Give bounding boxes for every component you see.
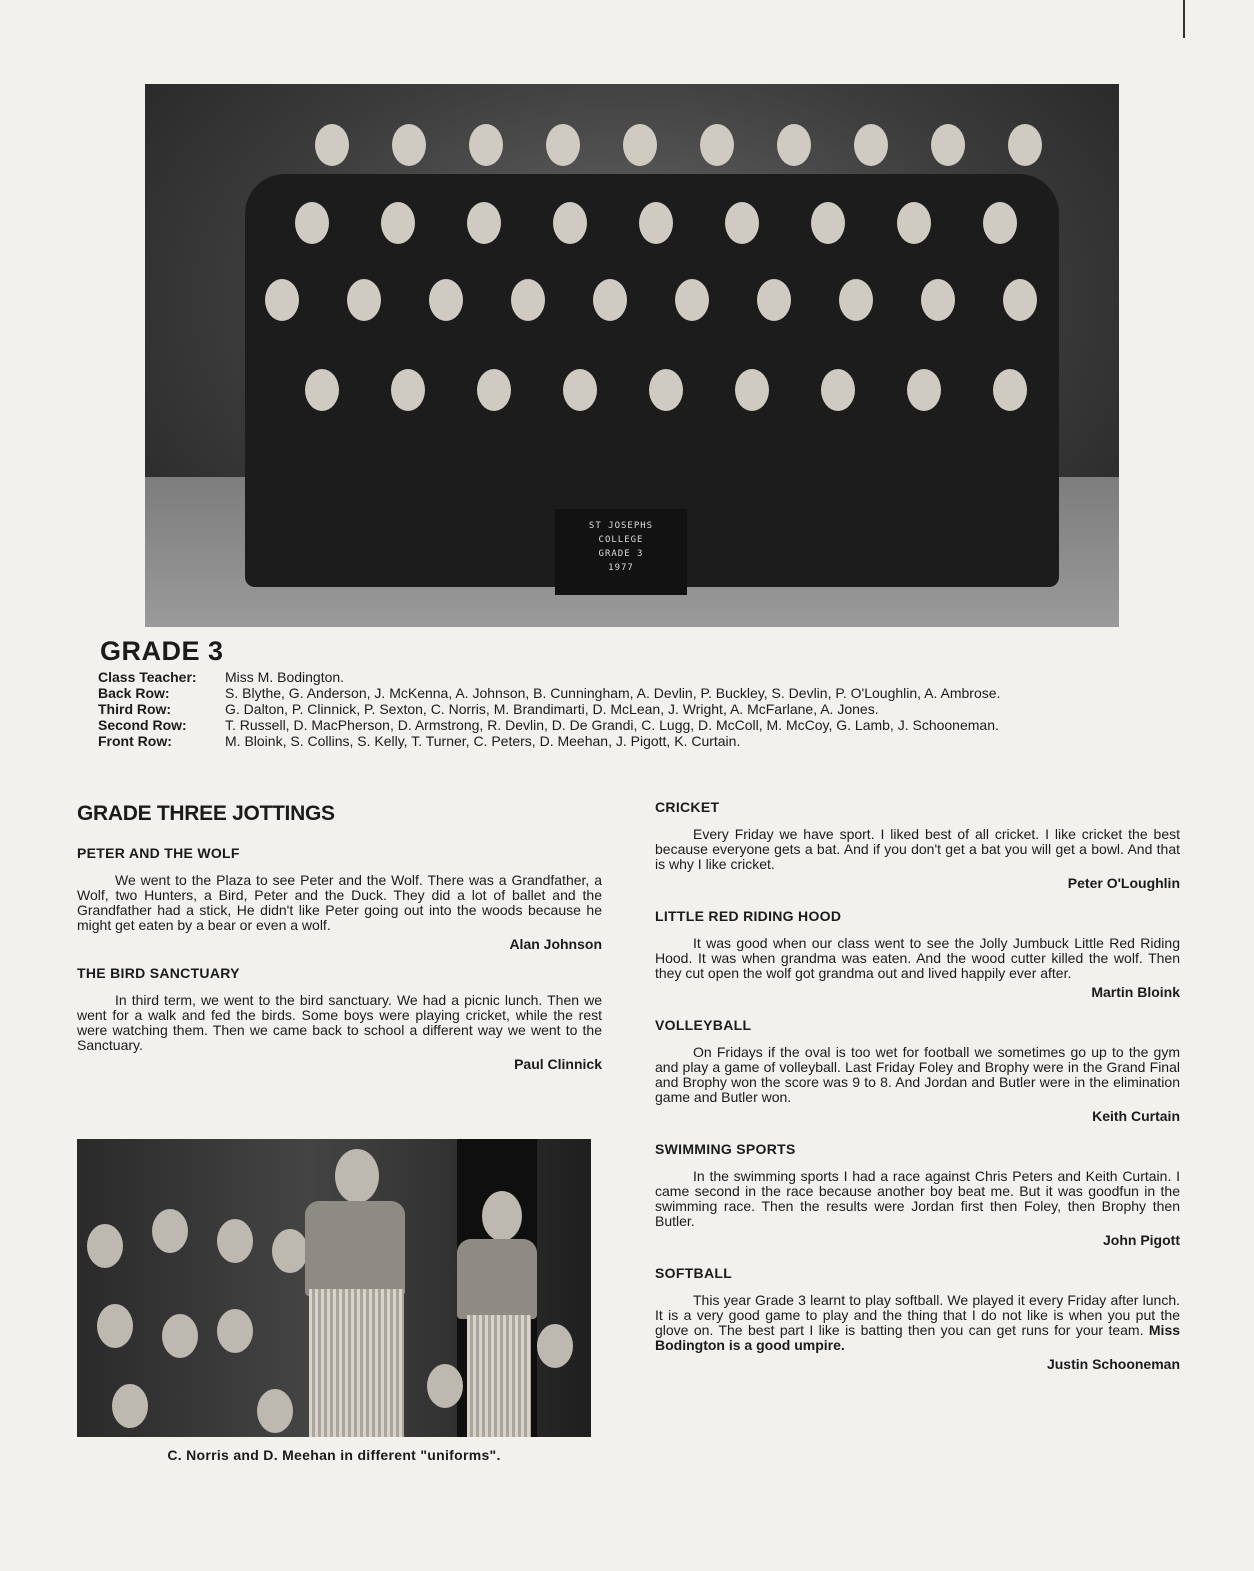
- roster-label: Class Teacher:: [98, 669, 197, 685]
- student-face: [563, 369, 597, 411]
- article-author: Justin Schooneman: [1046, 1356, 1180, 1372]
- student-face: [391, 369, 425, 411]
- student-face: [477, 369, 511, 411]
- article-body: On Fridays if the oval is too wet for football we sometimes go up to the gym and play a game of volleyball. Last Friday Foley and Brophy were in the Grand Final and Brophy won the score was 9 to 8. And Jordan and Butler were in the elimination game and Butler won.: [655, 1044, 1180, 1105]
- student-face: [649, 369, 683, 411]
- roster-row: [98, 734, 1188, 749]
- student-face: [553, 202, 587, 244]
- sign-line: ST JOSEPHS: [588, 521, 654, 531]
- photo-face: [537, 1324, 573, 1368]
- grade-title: GRADE 3: [100, 636, 224, 666]
- article-author: Martin Bloink: [1091, 984, 1180, 1000]
- roster-names: M. Bloink, S. Collins, S. Kelly, T. Turner, C. Peters, D. Meehan, J. Pigott, K. Curtain.: [225, 733, 741, 749]
- student-face: [854, 124, 888, 166]
- student-face: [469, 124, 503, 166]
- roster-names: G. Dalton, P. Clinnick, P. Sexton, C. Norris, M. Brandimarti, D. McLean, J. Wright, A. McFarlane, A. Jones.: [225, 701, 879, 717]
- article-author: Alan Johnson: [509, 936, 602, 952]
- article-title: SOFTBALL: [655, 1265, 733, 1281]
- article-volleyball: [655, 1018, 1180, 1124]
- student-face: [700, 124, 734, 166]
- article-body: It was good when our class went to see the Jolly Jumbuck Little Red Riding Hood. It was when grandma was eaten. And the wood cutter killed the wolf. Then they cut open the wolf got grandma out and lived happily ever after.: [655, 935, 1180, 981]
- photo-face: [257, 1389, 293, 1433]
- roster-names: S. Blythe, G. Anderson, J. McKenna, A. Johnson, B. Cunningham, A. Devlin, P. Buckley, S. Devlin, P. O'Loughlin, A. Ambrose.: [225, 685, 1001, 701]
- student-face: [907, 369, 941, 411]
- student-face: [623, 124, 657, 166]
- photo-face: [162, 1314, 198, 1358]
- photo-face: [112, 1384, 148, 1428]
- photo-face: [272, 1229, 308, 1273]
- article-body: In third term, we went to the bird sanctuary. We had a picnic lunch. Then we went for a walk and fed the birds. Some boys were playing cricket, while the rest were watching them. Then we came back to school a different way we went to the Sanctuary.: [77, 992, 602, 1053]
- section-title: GRADE THREE JOTTINGS: [77, 802, 335, 825]
- student-face: [725, 202, 759, 244]
- student-face: [639, 202, 673, 244]
- article-bird-sanctuary: [77, 966, 602, 1072]
- photo-face: [217, 1309, 253, 1353]
- article-title: CRICKET: [655, 799, 720, 815]
- student-face: [811, 202, 845, 244]
- roster-label: Third Row:: [98, 701, 172, 717]
- left-column: [77, 802, 602, 1072]
- student-face: [295, 202, 329, 244]
- student-face: [993, 369, 1027, 411]
- student-face: [381, 202, 415, 244]
- roster-label: Front Row:: [98, 733, 172, 749]
- class-photo: [145, 84, 1119, 627]
- photo-face: [97, 1304, 133, 1348]
- photo-face: [335, 1149, 379, 1203]
- student-face: [735, 369, 769, 411]
- student-face: [429, 279, 463, 321]
- article-peter-and-the-wolf: [77, 846, 602, 952]
- student-face: [897, 202, 931, 244]
- article-title: LITTLE RED RIDING HOOD: [655, 908, 842, 924]
- sign-line: 1977: [608, 563, 634, 573]
- article-author: John Pigott: [1103, 1232, 1180, 1248]
- student-face: [511, 279, 545, 321]
- photo-caption: C. Norris and D. Meehan in different "uniforms".: [167, 1447, 501, 1463]
- student-face: [1003, 279, 1037, 321]
- student-face: [675, 279, 709, 321]
- student-face: [757, 279, 791, 321]
- class-roster: [98, 670, 1188, 750]
- student-face: [1008, 124, 1042, 166]
- article-author: Paul Clinnick: [514, 1056, 602, 1072]
- article-body: [655, 1293, 1180, 1353]
- student-face: [839, 279, 873, 321]
- roster-row: [98, 718, 1188, 733]
- article-body: We went to the Plaza to see Peter and the Wolf. There was a Grandfather, a Wolf, two Hunters, a Bird, Peter and the Duck. They did a lot of ballet and the Grandfather had a stick, He didn't like Peter going out into the woods because he might get eaten by a bear or even a wolf.: [77, 872, 602, 933]
- article-author: Keith Curtain: [1092, 1108, 1180, 1124]
- photo-face: [87, 1224, 123, 1268]
- roster-names: Miss M. Bodington.: [225, 669, 345, 685]
- roster-label: Second Row:: [98, 717, 187, 733]
- article-cricket: [655, 800, 1180, 891]
- student-face: [392, 124, 426, 166]
- student-face: [467, 202, 501, 244]
- article-body: In the swimming sports I had a race against Chris Peters and Keith Curtain. I came second in the race because another boy beat me. But it was goodfun in the swimming race. Then the results were Jordan first then Foley, then Brophy then Butler.: [655, 1168, 1180, 1229]
- article-title: THE BIRD SANCTUARY: [77, 965, 240, 981]
- student-face: [921, 279, 955, 321]
- photo-costume: [467, 1315, 531, 1437]
- student-face: [821, 369, 855, 411]
- roster-label: Back Row:: [98, 685, 170, 701]
- article-title: VOLLEYBALL: [655, 1017, 752, 1033]
- article-little-red-riding-hood: [655, 909, 1180, 1000]
- article-softball: [655, 1266, 1180, 1372]
- article-body-text: This year Grade 3 learnt to play softball. We played it every Friday after lunch. It is a very good game to play and the thing that I do not like is when you put the glove on. The best part I like is batting then you can get runs for your team.: [655, 1292, 1180, 1338]
- student-face: [347, 279, 381, 321]
- article-title: PETER AND THE WOLF: [77, 845, 240, 861]
- student-face: [315, 124, 349, 166]
- photo-face: [427, 1364, 463, 1408]
- article-title: SWIMMING SPORTS: [655, 1141, 796, 1157]
- student-face: [931, 124, 965, 166]
- article-body-bold: Miss Bodington is a good umpire.: [655, 1322, 1181, 1353]
- student-face: [777, 124, 811, 166]
- right-column: [655, 800, 1180, 1372]
- performance-photo: [77, 1139, 591, 1437]
- photo-face: [482, 1191, 522, 1241]
- article-swimming-sports: [655, 1142, 1180, 1248]
- roster-row: [98, 686, 1188, 701]
- photo-costume: [309, 1289, 404, 1437]
- class-sign: [555, 509, 687, 595]
- photo-face: [217, 1219, 253, 1263]
- photo-costume: [305, 1201, 405, 1296]
- student-face: [265, 279, 299, 321]
- roster-row: [98, 702, 1188, 717]
- student-face: [305, 369, 339, 411]
- page-edge-mark: [1183, 0, 1185, 38]
- student-face: [593, 279, 627, 321]
- photo-costume: [457, 1239, 537, 1319]
- photo-face: [152, 1209, 188, 1253]
- article-body: Every Friday we have sport. I liked best of all cricket. I like cricket the best because everyone gets a bat. And if you don't get a bat you will get a bowl. And that is why I like cricket.: [655, 826, 1180, 872]
- roster-names: T. Russell, D. MacPherson, D. Armstrong, R. Devlin, D. De Grandi, C. Lugg, D. McColl, M. McCoy, G. Lamb, J. Schooneman.: [225, 717, 999, 733]
- article-author: Peter O'Loughlin: [1067, 875, 1180, 891]
- sign-line: GRADE 3: [598, 549, 644, 559]
- student-face: [983, 202, 1017, 244]
- roster-row: [98, 670, 1188, 685]
- student-face: [546, 124, 580, 166]
- sign-line: COLLEGE: [598, 535, 644, 545]
